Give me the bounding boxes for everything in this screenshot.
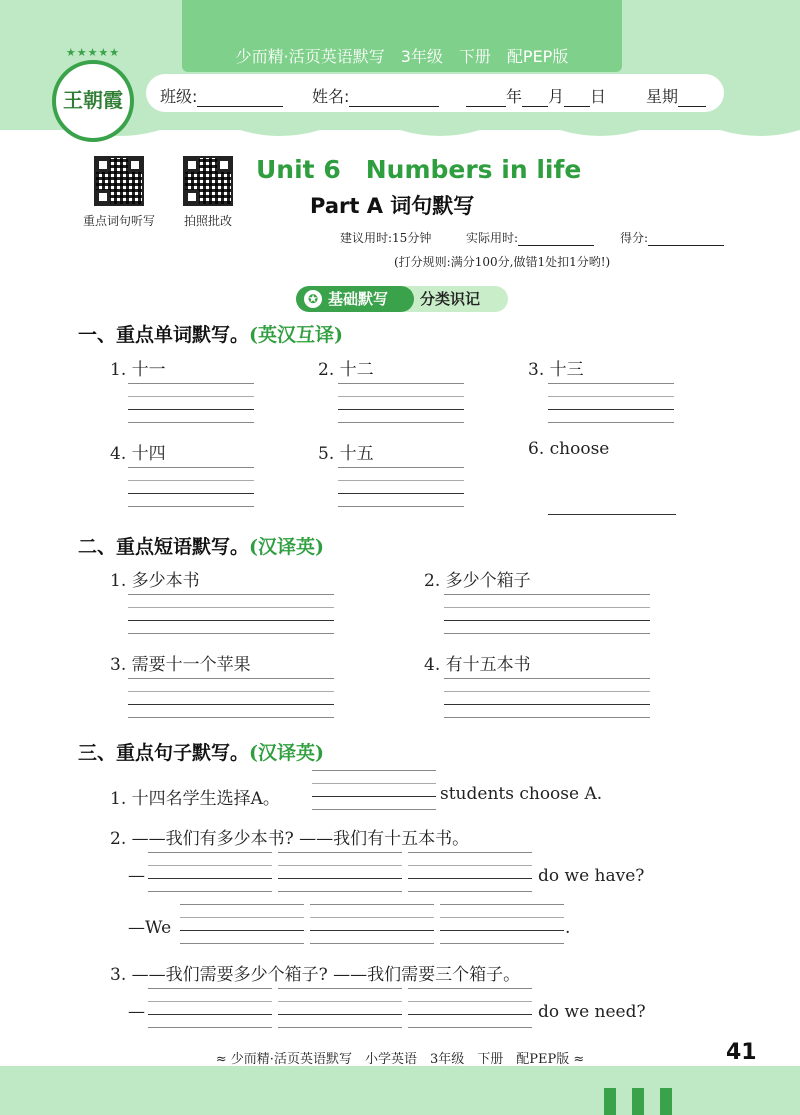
answer-lines[interactable] <box>408 988 532 1028</box>
section2-heading <box>78 532 324 559</box>
section3-note: (汉译英) <box>249 742 324 764</box>
answer-lines[interactable] <box>128 467 254 507</box>
footer-text: ≈ 少而精·活页英语默写 小学英语 3年级 下册 配PEP版 ≈ <box>215 1052 585 1067</box>
word-item-2: 2. 十二 <box>318 360 374 380</box>
logo-stars: ★★★★★ <box>65 46 121 59</box>
name-label: 姓名: <box>312 87 350 106</box>
answer-lines[interactable] <box>548 383 674 423</box>
class-blank[interactable] <box>197 91 283 107</box>
unit-title: Unit 6 Numbers in life <box>256 155 582 184</box>
q1-tail: students choose A. <box>440 784 603 804</box>
section1-title: 一、重点单词默写。 <box>78 324 250 346</box>
suggested-time: 建议用时:15分钟 <box>340 231 432 245</box>
badge-basic: 基础默写 <box>296 286 414 312</box>
word-item-1: 1. 十一 <box>110 360 166 380</box>
q3-dash: — <box>128 1002 145 1022</box>
word-item-4: 4. 十四 <box>110 444 166 464</box>
year-blank[interactable] <box>466 91 506 107</box>
answer-lines[interactable] <box>408 852 532 892</box>
answer-lines[interactable] <box>128 594 334 634</box>
name-field[interactable] <box>312 84 439 107</box>
phrase-item-2: 2. 多少个箱子 <box>424 571 531 591</box>
answer-lines[interactable] <box>180 904 304 944</box>
qr-corner <box>185 190 199 204</box>
answer-lines[interactable] <box>128 383 254 423</box>
name-blank[interactable] <box>349 91 439 107</box>
answer-lines[interactable] <box>278 988 402 1028</box>
class-label: 班级: <box>160 87 198 106</box>
footer-bar <box>632 1088 644 1115</box>
qr-photo-label: 拍照批改 <box>183 214 232 228</box>
logo-text: 王朝霞 <box>63 88 123 112</box>
qr-corner <box>96 190 110 204</box>
section3-title: 三、重点句子默写。 <box>78 742 250 764</box>
qr-listen-label: 重点词句听写 <box>82 214 155 228</box>
answer-lines[interactable] <box>444 678 650 718</box>
year-label: 年 <box>506 87 523 106</box>
score-blank[interactable] <box>648 234 724 246</box>
footer-background <box>0 1066 800 1115</box>
word-item-5: 5. 十五 <box>318 444 374 464</box>
weekday-blank[interactable] <box>678 91 706 107</box>
day-blank[interactable] <box>564 91 590 107</box>
q2-we: —We <box>128 918 172 938</box>
q2-dash: — <box>128 866 145 886</box>
page-number: 41 <box>726 1040 757 1065</box>
qr-corner <box>96 158 110 172</box>
answer-lines[interactable] <box>312 770 436 810</box>
month-blank[interactable] <box>522 91 548 107</box>
word-item-6: 6. choose <box>528 439 610 459</box>
phrase-item-1: 1. 多少本书 <box>110 571 200 591</box>
answer-lines[interactable] <box>338 467 464 507</box>
footer-bar <box>660 1088 672 1115</box>
word-item-3: 3. 十三 <box>528 360 584 380</box>
score-field[interactable] <box>620 229 724 246</box>
date-field[interactable] <box>466 84 606 107</box>
day-label: 日 <box>590 87 607 106</box>
phrase-item-3: 3. 需要十一个苹果 <box>110 655 251 675</box>
sentence-q1: 1. 十四名学生选择A。 <box>110 789 280 809</box>
sentence-q2: 2. ——我们有多少本书? ——我们有十五本书。 <box>110 829 470 849</box>
footer-bar <box>604 1088 616 1115</box>
answer-lines[interactable] <box>338 383 464 423</box>
badge-category: 分类识记 <box>404 286 508 312</box>
q2-tail: do we have? <box>538 866 645 886</box>
month-label: 月 <box>548 87 565 106</box>
actual-time-label: 实际用时: <box>466 231 519 245</box>
q3-tail: do we need? <box>538 1002 646 1022</box>
qr-corner <box>217 158 231 172</box>
answer-lines[interactable] <box>278 852 402 892</box>
section2-note: (汉译英) <box>249 536 324 558</box>
part-title: Part A 词句默写 <box>310 194 475 218</box>
section1-note: (英汉互译) <box>249 324 343 346</box>
answer-lines[interactable] <box>148 988 272 1028</box>
answer-lines[interactable] <box>310 904 434 944</box>
q2-period: . <box>565 918 571 938</box>
qr-corner <box>128 158 142 172</box>
answer-lines[interactable] <box>148 852 272 892</box>
actual-time-blank[interactable] <box>518 234 594 246</box>
weekday-label: 星期 <box>646 87 679 106</box>
class-field[interactable] <box>160 84 283 107</box>
medal-icon: ✪ <box>304 290 322 308</box>
sentence-q3: 3. ——我们需要多少个箱子? ——我们需要三个箱子。 <box>110 965 521 985</box>
scoring-rule: (打分规则:满分100分,做错1处扣1分哟!) <box>394 255 611 269</box>
phrase-item-4: 4. 有十五本书 <box>424 655 531 675</box>
section1-heading <box>78 320 343 347</box>
answer-lines[interactable] <box>128 678 334 718</box>
answer-lines[interactable] <box>440 904 564 944</box>
section2-title: 二、重点短语默写。 <box>78 536 250 558</box>
qr-corner <box>185 158 199 172</box>
answer-lines[interactable] <box>444 594 650 634</box>
weekday-field[interactable] <box>646 84 706 107</box>
answer-line[interactable] <box>548 514 676 515</box>
series-title: 少而精·活页英语默写 3年级 下册 配PEP版 <box>235 47 569 66</box>
section3-heading <box>78 738 324 765</box>
score-label: 得分: <box>620 231 649 245</box>
actual-time-field[interactable] <box>466 229 594 246</box>
